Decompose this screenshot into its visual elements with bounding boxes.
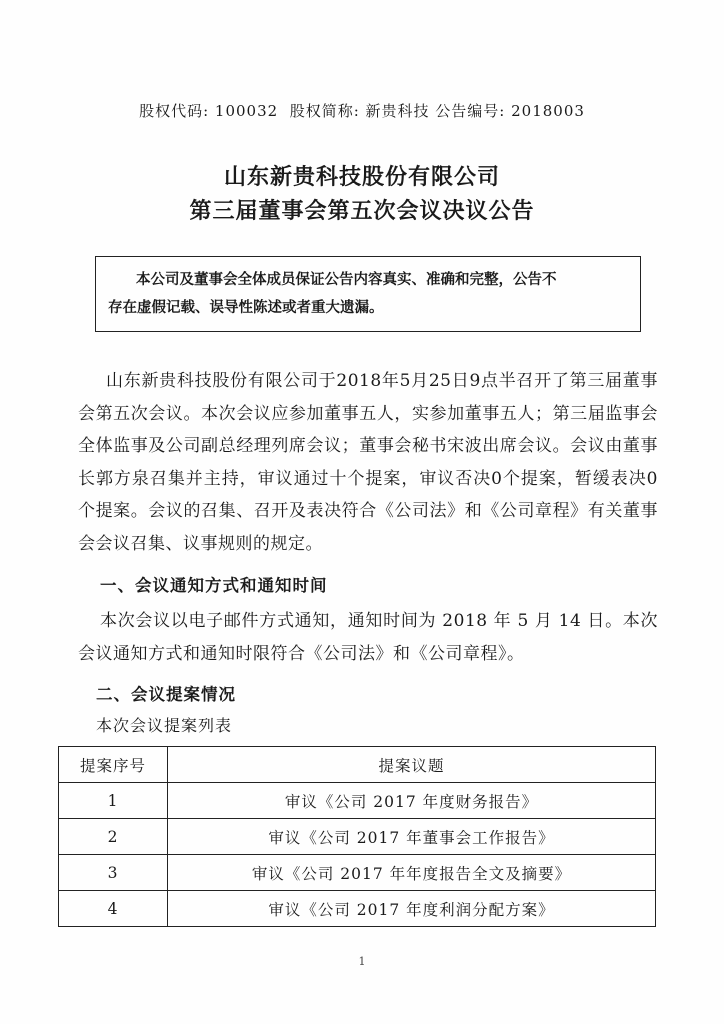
table-row [59,855,656,891]
intro-paragraph: 山东新贵科技股份有限公司于2018年5月25日9点半召开了第三届董事会第五次会议。本次会议应参加董事五人，实参加董事五人；第三届监事会全体监事及公司副总经理列席会议；董事会秘书宋波出席会议。会议由董事长郭方泉召集并主持，审议通过十个提案，审议否决0个提案，暂缓表决0个提案。会议的召集、召开及表决符合《公司法》和《公司章程》有关董事会会议召集、议事规则的规定。 [78,371,658,554]
table-caption: 本次会议提案列表 [96,716,233,735]
proposal-number: 2 [59,819,168,855]
table-row [59,891,656,927]
page-number: 1 [358,955,366,968]
proposal-topic: 审议《公司 2017 年年度报告全文及摘要》 [168,855,656,891]
proposal-number: 3 [59,855,168,891]
proposal-number: 4 [59,891,168,927]
proposal-topic: 审议《公司 2017 年董事会工作报告》 [168,819,656,855]
disclaimer-line-1: 本公司及董事会全体成员保证公告内容真实、准确和完整，公告不 [136,272,557,288]
company-name-title: 山东新贵科技股份有限公司 [223,165,500,190]
section-2-heading: 二、会议提案情况 [96,685,236,704]
proposals-table [58,746,656,927]
section-1-body: 本次会议以电子邮件方式通知，通知时间为 2018 年 5 月 14 日。本次会议通知方式和通知时限符合《公司法》和《公司章程》。 [78,611,658,664]
header-proposal-topic: 提案议题 [168,747,656,783]
table-header-row [59,747,656,783]
stock-info-line: 股权代码: 100032 股权简称: 新贵科技 公告编号: 2018003 [139,102,585,120]
table-row [59,819,656,855]
announcement-title: 第三届董事会第五次会议决议公告 [189,199,535,224]
disclaimer-line-2: 存在虚假记载、误导性陈述或者重大遗漏。 [108,300,384,316]
table-row [59,783,656,819]
disclaimer-box [95,256,641,332]
header-proposal-number: 提案序号 [59,747,168,783]
proposal-topic: 审议《公司 2017 年度利润分配方案》 [168,891,656,927]
proposal-number: 1 [59,783,168,819]
section-1-heading: 一、会议通知方式和通知时间 [100,576,328,595]
proposal-topic: 审议《公司 2017 年度财务报告》 [168,783,656,819]
